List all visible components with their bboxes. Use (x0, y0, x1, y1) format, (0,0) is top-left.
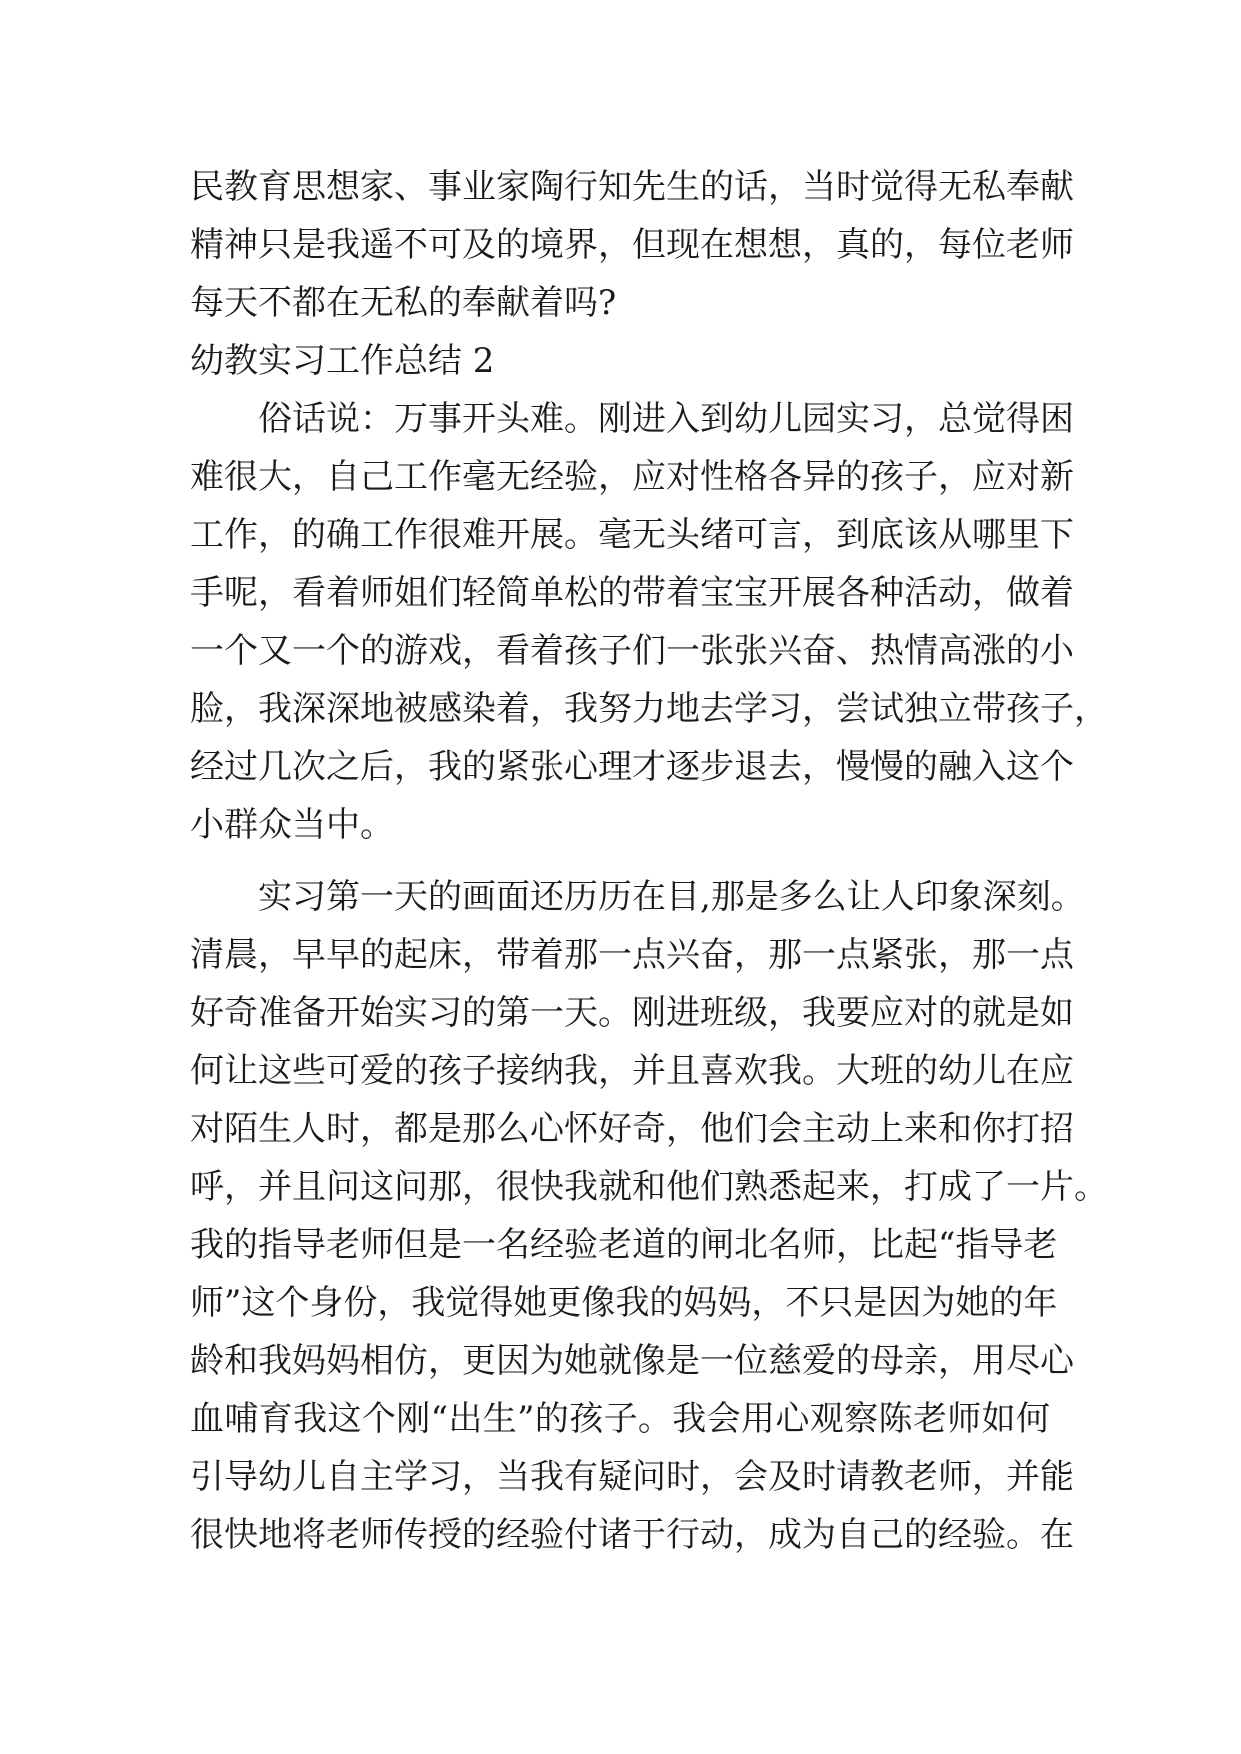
document-body (190, 158, 1108, 1564)
text-line: 小群众当中。 (190, 805, 394, 845)
text-line: 龄和我妈妈相仿，更因为她就像是一位慈爱的母亲，用尽心 (190, 1341, 1074, 1381)
text-line: 师”这个身份，我觉得她更像我的妈妈，不只是因为她的年 (190, 1283, 1058, 1323)
text-line: 每天不都在无私的奉献着吗? (190, 283, 617, 323)
text-line: 何让这些可爱的孩子接纳我，并且喜欢我。大班的幼儿在应 (190, 1051, 1074, 1091)
text-line: 脸，我深深地被感染着，我努力地去学习，尝试独立带孩子， (190, 689, 1108, 729)
text-line: 我的指导老师但是一名经验老道的闸北名师，比起“指导老 (190, 1225, 1058, 1265)
text-line: 很快地将老师传授的经验付诸于行动，成为自己的经验。在 (190, 1515, 1074, 1555)
text-line: 呼，并且问这问那，很快我就和他们熟悉起来，打成了一片。 (190, 1167, 1108, 1207)
text-line: 血哺育我这个刚“出生”的孩子。我会用心观察陈老师如何 (190, 1399, 1050, 1439)
text-line: 手呢，看着师姐们轻简单松的带着宝宝开展各种活动，做着 (190, 573, 1074, 613)
text-line: 精神只是我遥不可及的境界，但现在想想，真的，每位老师 (190, 225, 1074, 265)
paragraph-1 (190, 390, 1108, 854)
text-line: 俗话说：万事开头难。刚进入到幼儿园实习，总觉得困 (258, 399, 1074, 439)
intro-paragraph (190, 158, 1074, 332)
text-line: 好奇准备开始实习的第一天。刚进班级，我要应对的就是如 (190, 993, 1074, 1033)
text-line: 一个又一个的游戏，看着孩子们一张张兴奋、热情高涨的小 (190, 631, 1074, 671)
text-line: 实习第一天的画面还历历在目,那是多么让人印象深刻。 (258, 877, 1085, 917)
text-line: 难很大，自己工作毫无经验，应对性格各异的孩子，应对新 (190, 457, 1074, 497)
text-line: 工作，的确工作很难开展。毫无头绪可言，到底该从哪里下 (190, 515, 1074, 555)
text-line: 对陌生人时，都是那么心怀好奇，他们会主动上来和你打招 (190, 1109, 1074, 1149)
text-line: 引导幼儿自主学习，当我有疑问时，会及时请教老师，并能 (190, 1457, 1074, 1497)
section-title: 幼教实习工作总结 2 (190, 341, 495, 381)
paragraph-gap (190, 854, 1050, 868)
text-line: 民教育思想家、事业家陶行知先生的话，当时觉得无私奉献 (190, 167, 1074, 207)
paragraph-2 (190, 868, 1108, 1564)
text-line: 经过几次之后，我的紧张心理才逐步退去，慢慢的融入这个 (190, 747, 1074, 787)
text-line: 清晨，早早的起床，带着那一点兴奋，那一点紧张，那一点 (190, 935, 1074, 975)
